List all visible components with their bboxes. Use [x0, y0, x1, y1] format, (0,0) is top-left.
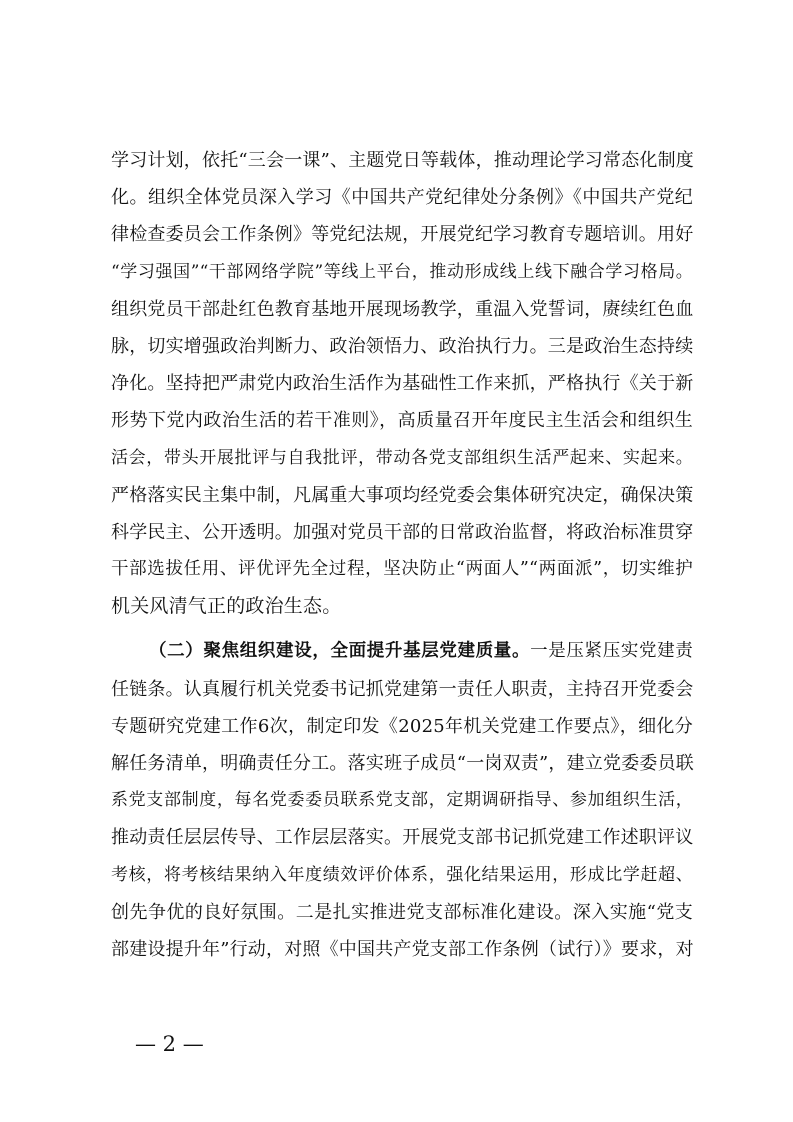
text-line: 化。组织全体党员深入学习《中国共产党纪律处分条例》《中国共产党纪	[111, 187, 693, 209]
text-line: 律检查委员会工作条例》等党纪法规，开展党纪学习教育专题培训。用好	[111, 224, 694, 246]
paragraph-organization-building	[111, 633, 693, 968]
paragraph-political-building-continued	[111, 142, 693, 625]
text-line: 学习计划，依托“三会一课”、主题党日等载体，推动理论学习常态化制度	[111, 150, 695, 171]
text-line: 干部选拔任用、评优评先全过程，坚决防止“两面人”“两面派”，切实维护	[111, 559, 693, 580]
page-number: — 2 —	[135, 1032, 204, 1056]
text-line: 解任务清单，明确责任分工。落实班子成员“一岗双责”，建立党委委员联	[111, 753, 695, 774]
text-line: 形势下党内政治生活的若干准则》，高质量召开年度民主生活会和组织生	[111, 410, 693, 432]
text-line: 考核，将考核结果纳入年度绩效评价体系，强化结果运用，形成比学赶超、	[111, 864, 693, 885]
paragraph-first-line	[111, 633, 693, 670]
text-line: 机关风清气正的政治生态。	[111, 595, 342, 618]
text-line: 科学民主、公开透明。加强对党员干部的日常政治监督，将政治标准贯穿	[111, 521, 694, 543]
text-line: 专题研究党建工作6次，制定印发《2025年机关党建工作要点》，细化分	[111, 715, 693, 737]
text-line: “学习强国”“干部网络学院”等线上平台，推动形成线上线下融合学习格局。	[111, 261, 693, 282]
text-line: 活会，带头开展批评与自我批评，带动各党支部组织生活严起来、实起来。	[111, 447, 693, 468]
text-span: 一是压紧压实党建责	[530, 641, 693, 662]
text-line: 任链条。认真履行机关党委书记抓党建第一责任人职责，主持召开党委会	[111, 678, 694, 700]
text-line: 系党支部制度，每名党委委员联系党支部，定期调研指导、参加组织生活，	[111, 790, 693, 811]
text-line: 创先争优的良好氛围。二是扎实推进党支部标准化建设。深入实施“党支	[111, 901, 693, 923]
body-text	[111, 142, 693, 968]
section-heading: （二）聚焦组织建设，全面提升基层党建质量。	[149, 641, 531, 662]
text-line: 推动责任层层传导、工作层层落实。开展党支部书记抓党建工作述职评议	[111, 827, 694, 849]
text-line: 脉，切实增强政治判断力、政治领悟力、政治执行力。三是政治生态持续	[111, 335, 694, 357]
text-line: 净化。坚持把严肃党内政治生活作为基础性工作来抓，严格执行《关于新	[111, 373, 694, 395]
text-line: 部建设提升年”行动，对照《中国共产党支部工作条例（试行）》要求，对	[111, 938, 694, 960]
text-line: 组织党员干部赴红色教育基地开展现场教学，重温入党誓词，赓续红色血	[111, 298, 694, 320]
text-line: 严格落实民主集中制，凡属重大事项均经党委会集体研究决定，确保决策	[111, 484, 694, 506]
